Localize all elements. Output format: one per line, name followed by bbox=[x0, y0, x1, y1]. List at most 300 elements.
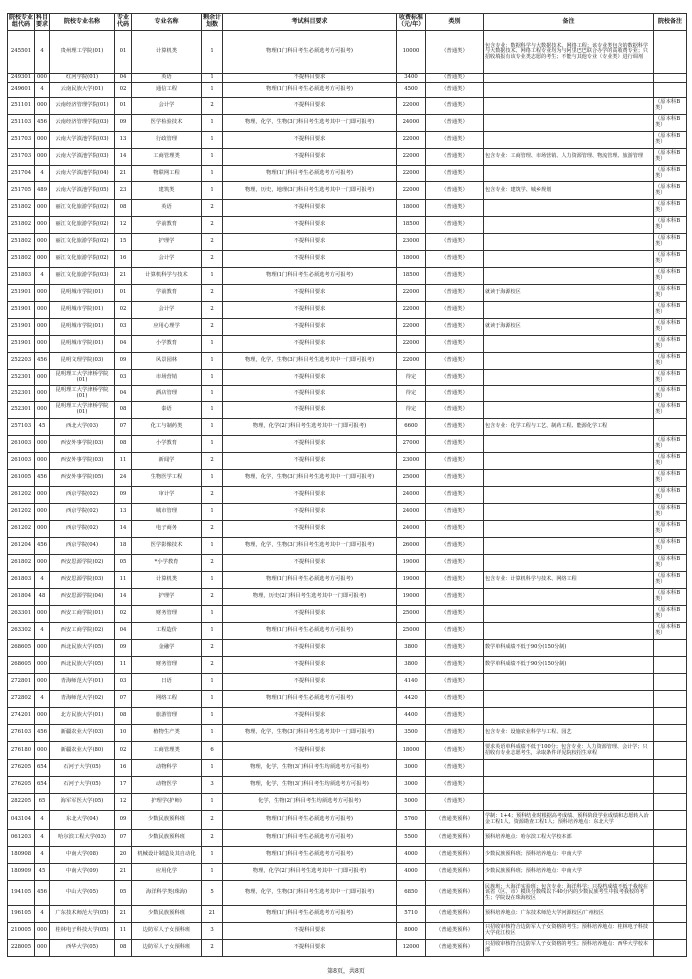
cell-major-code: 08 bbox=[115, 402, 132, 419]
cell-fee: 22000 bbox=[397, 302, 426, 319]
cell-major-name: 应用心理学 bbox=[132, 319, 202, 336]
cell-subject-req: 45 bbox=[35, 419, 50, 436]
cell-exam-req: 不提科目要求 bbox=[223, 504, 397, 521]
cell-fee: 6600 bbox=[397, 419, 426, 436]
cell-major-code: 13 bbox=[115, 132, 132, 149]
cell-remaining: 1 bbox=[202, 623, 223, 640]
cell-major-name: 新闻学 bbox=[132, 453, 202, 470]
cell-school-name: 丽江文化旅游学院(02) bbox=[50, 251, 115, 268]
cell-school-remarks bbox=[654, 674, 687, 691]
cell-fee: 3800 bbox=[397, 657, 426, 674]
cell-remarks bbox=[484, 794, 654, 811]
cell-subject-req: 000 bbox=[35, 504, 50, 521]
cell-school-remarks: （原本科B类） bbox=[654, 487, 687, 504]
cell-fee: 4000 bbox=[397, 864, 426, 881]
cell-school-remarks: （原本科B类） bbox=[654, 132, 687, 149]
cell-subject-req: 000 bbox=[35, 132, 50, 149]
cell-major-name: 日语 bbox=[132, 674, 202, 691]
table-row bbox=[8, 453, 687, 470]
cell-school-name: 昆明城市学院(01) bbox=[50, 285, 115, 302]
cell-group-code: 261204 bbox=[8, 538, 35, 555]
cell-subject-req: 000 bbox=[35, 217, 50, 234]
cell-group-code: 245501 bbox=[8, 31, 35, 74]
cell-school-remarks bbox=[654, 657, 687, 674]
cell-major-code: 08 bbox=[115, 940, 132, 957]
cell-exam-req: 不提科目要求 bbox=[223, 453, 397, 470]
cell-major-code: 14 bbox=[115, 589, 132, 606]
cell-school-name: 红河学院(01) bbox=[50, 74, 115, 83]
cell-exam-req: 不提科目要求 bbox=[223, 336, 397, 353]
cell-major-code: 13 bbox=[115, 504, 132, 521]
cell-subject-req: 000 bbox=[35, 453, 50, 470]
cell-group-code: 249601 bbox=[8, 83, 35, 98]
cell-remarks bbox=[484, 691, 654, 708]
cell-school-remarks: （原本科B类） bbox=[654, 386, 687, 402]
cell-major-code: 11 bbox=[115, 657, 132, 674]
table-row bbox=[8, 504, 687, 521]
table-row bbox=[8, 402, 687, 419]
cell-remaining: 5 bbox=[202, 881, 223, 906]
cell-category: （普通类） bbox=[426, 83, 484, 98]
col-header-exam-req: 考试科目要求 bbox=[223, 14, 397, 31]
cell-group-code: 251705 bbox=[8, 182, 35, 200]
cell-school-name: 云南大学滇池学院(05) bbox=[50, 182, 115, 200]
cell-subject-req: 000 bbox=[35, 234, 50, 251]
cell-school-name: 西安思源学院(04) bbox=[50, 589, 115, 606]
cell-subject-req: 000 bbox=[35, 386, 50, 402]
cell-major-name: 计算机科学与技术 bbox=[132, 268, 202, 285]
cell-fee: 23000 bbox=[397, 234, 426, 251]
cell-school-name: 新疆农业大学(80) bbox=[50, 742, 115, 760]
cell-group-code: 252301 bbox=[8, 370, 35, 386]
cell-category: （普通类） bbox=[426, 353, 484, 370]
cell-subject-req: 000 bbox=[35, 674, 50, 691]
cell-group-code: 263302 bbox=[8, 623, 35, 640]
cell-fee: 22000 bbox=[397, 319, 426, 336]
cell-major-name: 会计学 bbox=[132, 302, 202, 319]
col-header-major-code: 专业代码 bbox=[115, 14, 132, 31]
cell-school-name: 西安外事学院(05) bbox=[50, 470, 115, 487]
cell-school-name: 西京学院(02) bbox=[50, 504, 115, 521]
cell-school-remarks: （原本科B类） bbox=[654, 402, 687, 419]
cell-school-remarks: （原本科B类） bbox=[654, 115, 687, 132]
cell-major-code: 12 bbox=[115, 794, 132, 811]
cell-category: （普通类预科） bbox=[426, 811, 484, 830]
cell-major-code: 21 bbox=[115, 864, 132, 881]
cell-remaining: 1 bbox=[202, 691, 223, 708]
cell-major-name: 动物医学 bbox=[132, 777, 202, 794]
cell-major-name: 泰语 bbox=[132, 402, 202, 419]
cell-remarks bbox=[484, 760, 654, 777]
cell-group-code: 210005 bbox=[8, 923, 35, 940]
cell-group-code: 249301 bbox=[8, 74, 35, 83]
cell-subject-req: 000 bbox=[35, 923, 50, 940]
cell-major-name: *小学教育 bbox=[132, 555, 202, 572]
table-row bbox=[8, 436, 687, 453]
cell-exam-req: 物理(1门科目考生必须选考方可报考) bbox=[223, 811, 397, 830]
cell-category: （普通类） bbox=[426, 370, 484, 386]
cell-exam-req: 物理(1门科目考生必须选考方可报考) bbox=[223, 572, 397, 589]
cell-school-remarks bbox=[654, 881, 687, 906]
cell-major-name: 通信工程 bbox=[132, 83, 202, 98]
cell-exam-req: 物理，历史(2门科目考生选考其中一门即可报考) bbox=[223, 589, 397, 606]
cell-school-name: 西北民族大学(05) bbox=[50, 640, 115, 657]
cell-remaining: 2 bbox=[202, 217, 223, 234]
cell-fee: 3800 bbox=[397, 640, 426, 657]
cell-subject-req: 456 bbox=[35, 538, 50, 555]
cell-remarks bbox=[484, 674, 654, 691]
cell-exam-req: 不提科目要求 bbox=[223, 234, 397, 251]
cell-group-code: 228005 bbox=[8, 940, 35, 957]
table-row bbox=[8, 470, 687, 487]
cell-major-code: 21 bbox=[115, 166, 132, 182]
cell-school-name: 昆明理工大学津桥学院(01) bbox=[50, 402, 115, 419]
cell-category: （普通类预科） bbox=[426, 864, 484, 881]
cell-major-name: 金融学 bbox=[132, 640, 202, 657]
table-row bbox=[8, 606, 687, 623]
cell-school-remarks: （原本科B类） bbox=[654, 336, 687, 353]
cell-group-code: 251901 bbox=[8, 336, 35, 353]
table-row bbox=[8, 487, 687, 504]
cell-major-name: 酒店管理 bbox=[132, 386, 202, 402]
cell-fee: 8000 bbox=[397, 923, 426, 940]
cell-fee: 25000 bbox=[397, 623, 426, 640]
cell-remaining: 2 bbox=[202, 200, 223, 217]
cell-remarks: 只招收审核符合边防军人子女资格的考生；预科培养地点：西华大学校本部 bbox=[484, 940, 654, 957]
table-row bbox=[8, 132, 687, 149]
cell-major-code: 21 bbox=[115, 906, 132, 923]
table-row bbox=[8, 674, 687, 691]
table-row bbox=[8, 623, 687, 640]
cell-fee: 25000 bbox=[397, 470, 426, 487]
cell-school-name: 云南大学滇池学院(03) bbox=[50, 149, 115, 166]
cell-fee: 待定 bbox=[397, 402, 426, 419]
cell-subject-req: 4 bbox=[35, 572, 50, 589]
cell-major-name: 城市管理 bbox=[132, 504, 202, 521]
cell-school-remarks bbox=[654, 74, 687, 83]
cell-subject-req: 000 bbox=[35, 370, 50, 386]
cell-school-name: 广东技术师范大学(05) bbox=[50, 906, 115, 923]
cell-major-code: 02 bbox=[115, 302, 132, 319]
cell-school-remarks bbox=[654, 777, 687, 794]
cell-school-name: 西安思源学院(03) bbox=[50, 572, 115, 589]
cell-group-code: 251901 bbox=[8, 285, 35, 302]
cell-group-code: 194105 bbox=[8, 881, 35, 906]
cell-exam-req: 物理(1门科目考生必须选考方可报考) bbox=[223, 906, 397, 923]
table-row bbox=[8, 319, 687, 336]
cell-school-name: 丽江文化旅游学院(02) bbox=[50, 200, 115, 217]
cell-school-remarks: （原本科B类） bbox=[654, 217, 687, 234]
cell-major-name: 边防军人子女预科班 bbox=[132, 940, 202, 957]
cell-remarks bbox=[484, 83, 654, 98]
cell-fee: 3000 bbox=[397, 760, 426, 777]
cell-remarks bbox=[484, 521, 654, 538]
table-row bbox=[8, 370, 687, 386]
cell-category: （普通类预科） bbox=[426, 940, 484, 957]
cell-school-remarks bbox=[654, 725, 687, 742]
cell-group-code: 261003 bbox=[8, 436, 35, 453]
table-row bbox=[8, 811, 687, 830]
cell-fee: 24000 bbox=[397, 487, 426, 504]
cell-subject-req: 456 bbox=[35, 881, 50, 906]
cell-school-name: 昆明文理学院(03) bbox=[50, 353, 115, 370]
cell-subject-req: 000 bbox=[35, 708, 50, 725]
cell-category: （普通类预科） bbox=[426, 923, 484, 940]
cell-group-code: 251103 bbox=[8, 115, 35, 132]
cell-category: （普通类） bbox=[426, 691, 484, 708]
cell-exam-req: 物理，化学，生物(3门科目考生选考其中一门即可报考) bbox=[223, 538, 397, 555]
cell-category: （普通类） bbox=[426, 794, 484, 811]
cell-major-name: 建筑类 bbox=[132, 182, 202, 200]
cell-subject-req: 000 bbox=[35, 555, 50, 572]
cell-school-remarks bbox=[654, 847, 687, 864]
cell-subject-req: 000 bbox=[35, 98, 50, 115]
cell-category: （普通类） bbox=[426, 572, 484, 589]
cell-school-remarks bbox=[654, 830, 687, 847]
cell-remaining: 2 bbox=[202, 940, 223, 957]
cell-exam-req: 物理，化学，生物(3门科目考生选考其中一门即可报考) bbox=[223, 725, 397, 742]
cell-group-code: 251901 bbox=[8, 319, 35, 336]
cell-school-name: 西安工商学院(02) bbox=[50, 623, 115, 640]
cell-remaining: 2 bbox=[202, 319, 223, 336]
cell-major-name: 动物科学 bbox=[132, 760, 202, 777]
cell-remarks: 少数民族预科班；预科培养地点：中南大学 bbox=[484, 864, 654, 881]
cell-school-name: 中南大学(09) bbox=[50, 864, 115, 881]
cell-remarks: 民族班；大海洋实验班；包含专业：海洋科学；只投档成绩不低于我校在该省（区、市）模块分数线以下40分内的少数民族考生中报考我校的考生；学院设在珠海校区 bbox=[484, 881, 654, 906]
cell-group-code: 251703 bbox=[8, 149, 35, 166]
cell-remaining: 1 bbox=[202, 760, 223, 777]
cell-fee: 22000 bbox=[397, 182, 426, 200]
cell-major-code: 16 bbox=[115, 251, 132, 268]
cell-group-code: 282205 bbox=[8, 794, 35, 811]
cell-fee: 3500 bbox=[397, 725, 426, 742]
cell-school-remarks: （原本科B类） bbox=[654, 453, 687, 470]
cell-category: （普通类） bbox=[426, 115, 484, 132]
cell-subject-req: 000 bbox=[35, 302, 50, 319]
cell-subject-req: 654 bbox=[35, 760, 50, 777]
cell-fee: 22000 bbox=[397, 336, 426, 353]
cell-category: （普通类） bbox=[426, 234, 484, 251]
cell-school-name: 西京学院(02) bbox=[50, 487, 115, 504]
cell-remaining: 2 bbox=[202, 811, 223, 830]
cell-subject-req: 65 bbox=[35, 794, 50, 811]
cell-remarks: 包含专业：工商管理、市场营销、人力资源管理、物流管理、旅游管理 bbox=[484, 149, 654, 166]
cell-school-remarks bbox=[654, 811, 687, 830]
cell-fee: 12000 bbox=[397, 940, 426, 957]
cell-remaining: 1 bbox=[202, 149, 223, 166]
table-row bbox=[8, 691, 687, 708]
table-row bbox=[8, 760, 687, 777]
cell-fee: 18500 bbox=[397, 268, 426, 285]
cell-subject-req: 45 bbox=[35, 864, 50, 881]
cell-category: （普通类预科） bbox=[426, 881, 484, 906]
cell-school-name: 西安外事学院(03) bbox=[50, 453, 115, 470]
cell-fee: 4400 bbox=[397, 708, 426, 725]
cell-remarks bbox=[484, 453, 654, 470]
cell-school-remarks: （原本科B类） bbox=[654, 251, 687, 268]
table-row bbox=[8, 657, 687, 674]
cell-category: （普通类） bbox=[426, 760, 484, 777]
cell-exam-req: 物理，化学，生物(3门科目考生均须选考方可报考) bbox=[223, 777, 397, 794]
cell-subject-req: 456 bbox=[35, 725, 50, 742]
col-header-school-name: 院校专业名称 bbox=[50, 14, 115, 31]
cell-group-code: 263301 bbox=[8, 606, 35, 623]
cell-school-remarks bbox=[654, 708, 687, 725]
cell-school-remarks bbox=[654, 640, 687, 657]
cell-group-code: 268605 bbox=[8, 640, 35, 657]
table-row bbox=[8, 881, 687, 906]
cell-fee: 6850 bbox=[397, 881, 426, 906]
cell-school-name: 西京学院(04) bbox=[50, 538, 115, 555]
cell-fee: 5760 bbox=[397, 811, 426, 830]
table-row bbox=[8, 864, 687, 881]
cell-exam-req: 物理(1门科目考生必须选考方可报考) bbox=[223, 847, 397, 864]
cell-major-code: 02 bbox=[115, 83, 132, 98]
cell-remarks bbox=[484, 386, 654, 402]
cell-exam-req: 物理(1门科目考生必须选考方可报考) bbox=[223, 830, 397, 847]
cell-major-code: 04 bbox=[115, 336, 132, 353]
cell-major-code: 03 bbox=[115, 370, 132, 386]
cell-category: （普通类） bbox=[426, 31, 484, 74]
cell-major-code: 04 bbox=[115, 623, 132, 640]
cell-subject-req: 4 bbox=[35, 268, 50, 285]
cell-major-code: 18 bbox=[115, 538, 132, 555]
cell-school-remarks bbox=[654, 794, 687, 811]
cell-category: （普通类） bbox=[426, 657, 484, 674]
cell-group-code: 196105 bbox=[8, 906, 35, 923]
cell-subject-req: 000 bbox=[35, 336, 50, 353]
cell-school-name: 丽江文化旅游学院(03) bbox=[50, 268, 115, 285]
cell-school-remarks bbox=[654, 83, 687, 98]
cell-fee: 18000 bbox=[397, 251, 426, 268]
cell-exam-req: 物理，化学，生物(3门科目考生选考其中一门即可报考) bbox=[223, 353, 397, 370]
cell-group-code: 276205 bbox=[8, 760, 35, 777]
cell-subject-req: 000 bbox=[35, 487, 50, 504]
cell-major-name: 旅游管理 bbox=[132, 708, 202, 725]
cell-remarks bbox=[484, 708, 654, 725]
cell-school-remarks bbox=[654, 742, 687, 760]
cell-school-remarks: （原本科B类） bbox=[654, 182, 687, 200]
cell-fee: 22000 bbox=[397, 166, 426, 182]
cell-remarks bbox=[484, 589, 654, 606]
cell-category: （普通类） bbox=[426, 419, 484, 436]
cell-category: （普通类） bbox=[426, 777, 484, 794]
cell-exam-req: 不提科目要求 bbox=[223, 923, 397, 940]
cell-remarks bbox=[484, 132, 654, 149]
cell-remaining: 2 bbox=[202, 657, 223, 674]
cell-category: （普通类） bbox=[426, 674, 484, 691]
cell-major-code: 14 bbox=[115, 521, 132, 538]
cell-major-code: 12 bbox=[115, 217, 132, 234]
cell-group-code: 251802 bbox=[8, 234, 35, 251]
cell-remaining: 1 bbox=[202, 864, 223, 881]
table-row bbox=[8, 940, 687, 957]
table-row bbox=[8, 521, 687, 538]
cell-category: （普通类预科） bbox=[426, 830, 484, 847]
cell-remarks: 就读于海源校区 bbox=[484, 285, 654, 302]
table-row bbox=[8, 336, 687, 353]
cell-major-code: 08 bbox=[115, 200, 132, 217]
cell-fee: 19000 bbox=[397, 555, 426, 572]
cell-category: （普通类） bbox=[426, 268, 484, 285]
cell-remarks bbox=[484, 370, 654, 386]
table-row bbox=[8, 251, 687, 268]
cell-group-code: 261202 bbox=[8, 521, 35, 538]
cell-category: （普通类） bbox=[426, 149, 484, 166]
cell-group-code: 251704 bbox=[8, 166, 35, 182]
cell-remaining: 1 bbox=[202, 31, 223, 74]
cell-remaining: 1 bbox=[202, 470, 223, 487]
table-row bbox=[8, 777, 687, 794]
col-header-fee: 收费标准（元/年） bbox=[397, 14, 426, 31]
cell-remaining: 2 bbox=[202, 487, 223, 504]
cell-category: （普通类） bbox=[426, 606, 484, 623]
cell-remaining: 1 bbox=[202, 572, 223, 589]
cell-exam-req: 不提科目要求 bbox=[223, 386, 397, 402]
cell-remarks: 学制：1+4；预科结业时根据高考成绩、预科阶段学业成绩和志愿转入冶金工程1人、资源勘查工程1人；预科培养地点：东北大学 bbox=[484, 811, 654, 830]
cell-major-name: 少数民族预科班 bbox=[132, 830, 202, 847]
cell-category: （普通类） bbox=[426, 504, 484, 521]
cell-remaining: 1 bbox=[202, 794, 223, 811]
cell-fee: 24000 bbox=[397, 504, 426, 521]
cell-fee: 4500 bbox=[397, 83, 426, 98]
cell-exam-req: 不提科目要求 bbox=[223, 302, 397, 319]
cell-category: （普通类） bbox=[426, 487, 484, 504]
cell-school-name: 丽江文化旅游学院(02) bbox=[50, 234, 115, 251]
cell-exam-req: 不提科目要求 bbox=[223, 606, 397, 623]
cell-remarks bbox=[484, 268, 654, 285]
cell-major-code: 03 bbox=[115, 319, 132, 336]
cell-remarks: 只招收审核符合边防军人子女资格的考生；预科培养地点：桂林电子科技大学花江校区 bbox=[484, 923, 654, 940]
table-row bbox=[8, 182, 687, 200]
table-row bbox=[8, 234, 687, 251]
cell-category: （普通类） bbox=[426, 742, 484, 760]
cell-major-code: 14 bbox=[115, 149, 132, 166]
col-header-group-code: 院校专业组代码 bbox=[8, 14, 35, 31]
cell-major-name: 边防军人子女预科班 bbox=[132, 923, 202, 940]
cell-major-name: 英语 bbox=[132, 74, 202, 83]
cell-remarks bbox=[484, 504, 654, 521]
cell-school-name: 石河子大学(05) bbox=[50, 760, 115, 777]
cell-school-name: 西北民族大学(05) bbox=[50, 657, 115, 674]
cell-fee: 26000 bbox=[397, 538, 426, 555]
col-header-school-remarks: 院校备注 bbox=[654, 14, 687, 31]
cell-remarks: 要求英语单科成绩不低于100分；包含专业：人力资源管理、会计学；只招收有专业志愿考生，录取条件详见院校招生章程 bbox=[484, 742, 654, 760]
header-row bbox=[8, 14, 687, 31]
cell-group-code: 272801 bbox=[8, 674, 35, 691]
cell-fee: 27000 bbox=[397, 436, 426, 453]
cell-category: （普通类） bbox=[426, 589, 484, 606]
table-row bbox=[8, 302, 687, 319]
cell-major-code: 03 bbox=[115, 674, 132, 691]
cell-group-code: 251703 bbox=[8, 132, 35, 149]
cell-school-name: 西华大学(05) bbox=[50, 940, 115, 957]
table-row bbox=[8, 98, 687, 115]
cell-subject-req: 4 bbox=[35, 906, 50, 923]
cell-school-remarks: （原本科B类） bbox=[654, 504, 687, 521]
cell-subject-req: 456 bbox=[35, 115, 50, 132]
cell-school-remarks: （原本科B类） bbox=[654, 623, 687, 640]
cell-remaining: 2 bbox=[202, 285, 223, 302]
cell-category: （普通类） bbox=[426, 251, 484, 268]
cell-fee: 22000 bbox=[397, 285, 426, 302]
cell-exam-req: 不提科目要求 bbox=[223, 251, 397, 268]
cell-category: （普通类） bbox=[426, 200, 484, 217]
cell-school-remarks: （原本科B类） bbox=[654, 200, 687, 217]
cell-school-name: 云南经济管理学院(01) bbox=[50, 98, 115, 115]
cell-category: （普通类） bbox=[426, 402, 484, 419]
cell-exam-req: 物理，历史，地理(3门科目考生选考其中一门即可报考) bbox=[223, 182, 397, 200]
